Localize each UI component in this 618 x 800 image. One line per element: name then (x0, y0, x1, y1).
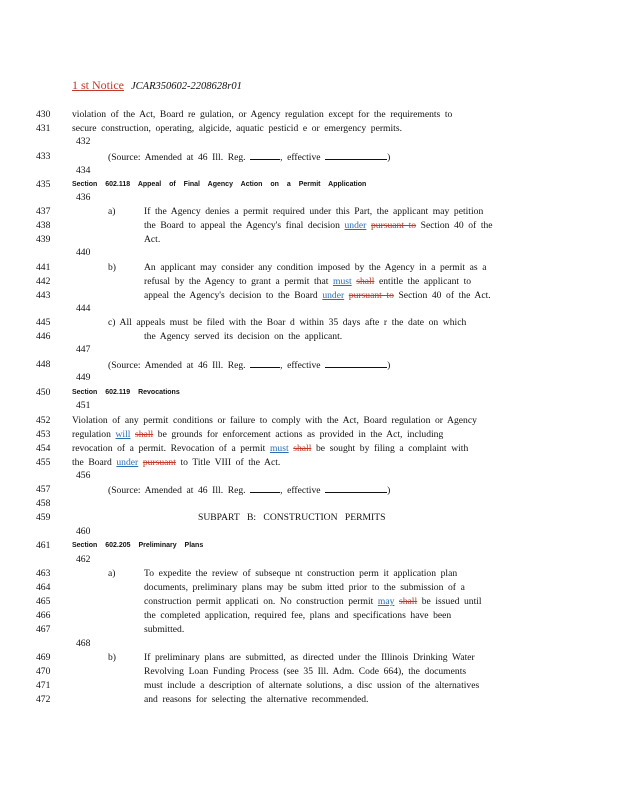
line-465: 465 construction permit applicati on. No construction permit may shall be issued until (36, 596, 482, 607)
line-442: 442 refusal by the Agency to grant a permit that must shall entitle the applicant to (36, 276, 472, 287)
jcar-code: JCAR350602-2208628r01 (131, 81, 242, 92)
line-431: 431 secure construction, operating, algicide, aquatic pesticid e or emergency permits. (36, 123, 402, 134)
line-445: 445 c) All appeals must be filed with the Boar d within 35 days afte r the date on which (36, 317, 467, 328)
line-443: 443 appeal the Agency's decision to the Board under pursuant to Section 40 of the Act. (36, 290, 491, 301)
line-458: 458 (36, 498, 51, 509)
inserted-text: must (332, 276, 352, 287)
line-434: 434 (76, 165, 91, 176)
line-437: 437 a) If the Agency denies a permit required under this Part, the applicant may petition (36, 206, 484, 217)
inserted-text: under (116, 457, 139, 468)
line-457: 457 (Source: Amended at 46 Ill. Reg. , effective ) (36, 484, 391, 496)
line-460: 460 (76, 526, 91, 537)
line-472: 472 and reasons for selecting the alternative recommended. (36, 694, 369, 705)
line-467: 467 submitted. (36, 624, 185, 635)
notice-label: 1 st Notice (72, 78, 124, 92)
line-440: 440 (76, 247, 91, 258)
line-451: 451 (76, 400, 91, 411)
line-469: 469 b) If preliminary plans are submitted, as directed under the Illinois Drinking Water (36, 652, 475, 663)
inserted-text: may (377, 596, 395, 607)
line-439: 439 Act. (36, 234, 161, 245)
deleted-text: shall (293, 443, 312, 454)
line-430: 430 violation of the Act, Board re gulation, or Agency regulation except for the requirements to (36, 109, 453, 120)
inserted-text: will (115, 429, 131, 440)
line-464: 464 documents, preliminary plans may be subm itted prior to the submission of a (36, 582, 465, 593)
line-453: 453 regulation will shall be grounds for enforcement actions as provided in the Act, including (36, 429, 444, 440)
line-470: 470 Revolving Loan Funding Process (see 35 Ill. Adm. Code 664), the documents (36, 666, 467, 677)
deleted-text: shall (356, 276, 375, 287)
inserted-text: must (269, 443, 289, 454)
line-463: 463 a) To expedite the review of subseque nt construction perm it application plan (36, 568, 458, 579)
line-454: 454 revocation of a permit. Revocation of a permit must shall be sought by filing a complaint with (36, 443, 469, 454)
section-602-205-heading: 461 Section 602.205 Preliminary Plans (36, 540, 204, 551)
line-452: 452 Violation of any permit conditions or failure to comply with the Act, Board regulation or Agency (36, 415, 477, 426)
line-447: 447 (76, 344, 91, 355)
line-449: 449 (76, 372, 91, 383)
section-602-119-heading: 450 Section 602.119 Revocations (36, 387, 180, 398)
line-446: 446 the Agency served its decision on the applicant. (36, 331, 343, 342)
line-441: 441 b) An applicant may consider any condition imposed by the Agency in a permit as a (36, 262, 487, 273)
section-602-118-heading: 435 Section 602.118 Appeal of Final Agency Action on a Permit Application (36, 179, 367, 190)
line-448: 448 (Source: Amended at 46 Ill. Reg. , effective ) (36, 359, 391, 371)
deleted-text: pursuant to (370, 220, 417, 231)
inserted-text: under (344, 220, 367, 231)
line-471: 471 must include a description of alternate solutions, a disc ussion of the alternatives (36, 680, 480, 691)
line-455: 455 the Board under pursuant to Title VIII of the Act. (36, 457, 281, 468)
subpart-b-heading: 459 SUBPART B: CONSTRUCTION PERMITS (36, 512, 386, 523)
deleted-text: shall (135, 429, 154, 440)
inserted-text: under (322, 290, 345, 301)
notice-header (72, 78, 242, 93)
line-432: 432 (76, 136, 91, 147)
line-436: 436 (76, 192, 91, 203)
line-462: 462 (76, 554, 91, 565)
deleted-text: shall (399, 596, 418, 607)
line-466: 466 the completed application, required fee, plans and specifications have been (36, 610, 452, 621)
line-438: 438 the Board to appeal the Agency's final decision under pursuant to Section 40 of the (36, 220, 493, 231)
line-468: 468 (76, 638, 91, 649)
deleted-text: pursuant to (348, 290, 394, 301)
line-444: 444 (76, 303, 91, 314)
line-433: 433 (Source: Amended at 46 Ill. Reg. , effective ) (36, 151, 391, 163)
line-456: 456 (76, 470, 91, 481)
deleted-text: pursuant (142, 457, 176, 468)
